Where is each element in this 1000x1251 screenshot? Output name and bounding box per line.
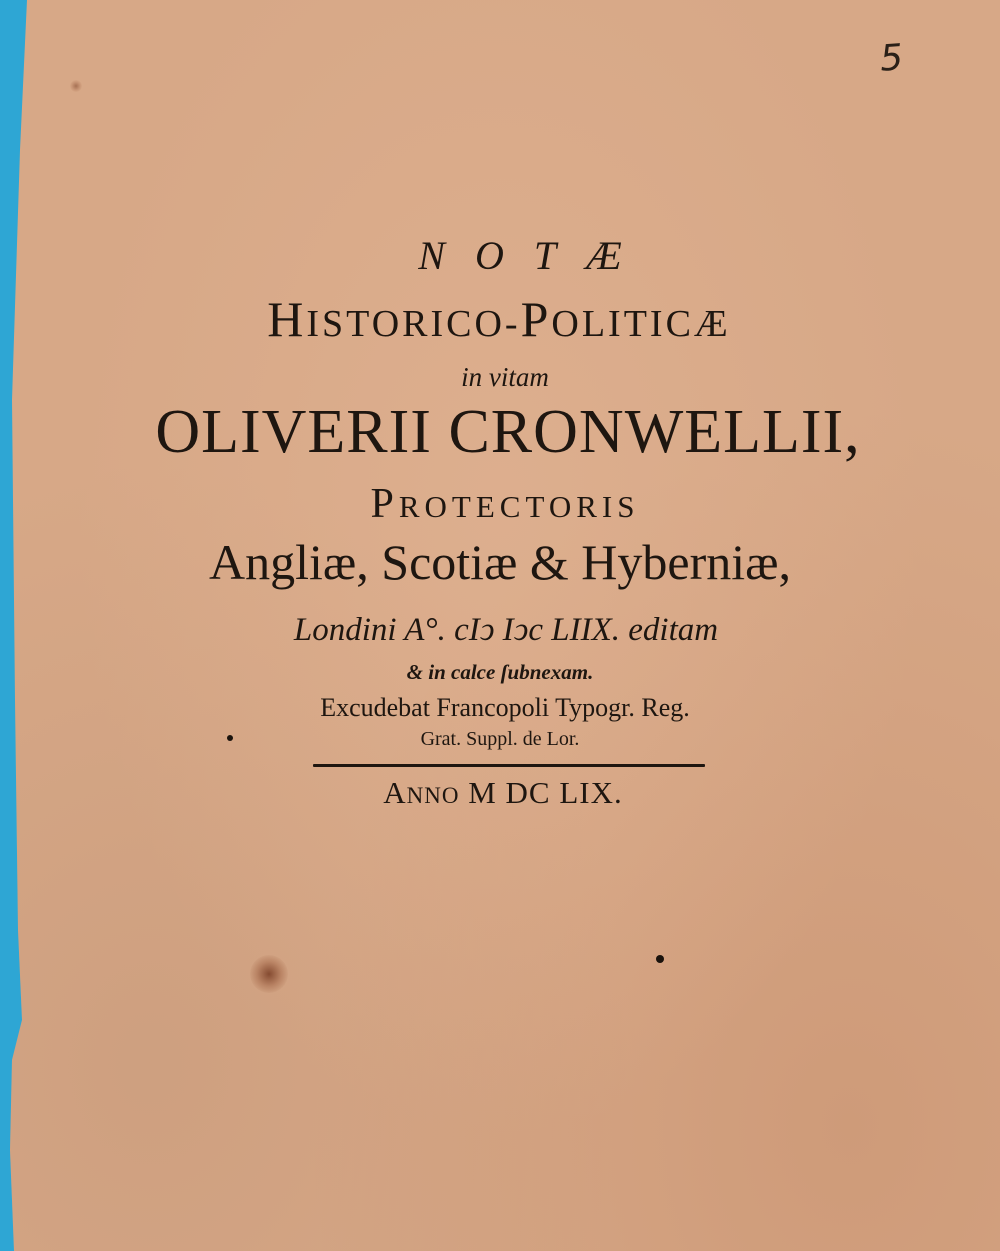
folio-number: 5 bbox=[878, 37, 905, 80]
imprint-privilege: Grat. Suppl. de Lor. bbox=[420, 728, 580, 750]
line-protectoris bbox=[5, 480, 1000, 528]
initial-cap: P bbox=[370, 481, 399, 527]
imprint-year bbox=[3, 775, 1000, 811]
year-numeral: M DC LIX. bbox=[459, 775, 623, 810]
small-caps: OLITICÆ bbox=[551, 303, 731, 345]
initial-cap: H bbox=[267, 291, 307, 347]
line-londini: Londini A°. cIↄ Iↄc LIIX. editam bbox=[293, 612, 719, 648]
paper-stain bbox=[70, 80, 82, 92]
heading-historico-politicae bbox=[0, 290, 999, 348]
small-caps: NNO bbox=[406, 783, 460, 808]
line-in-vitam: in vitam bbox=[461, 362, 549, 392]
line-in-calce: & in calce ſubnexam. bbox=[406, 660, 594, 684]
subject-name: OLIVERII CRONWELLII, bbox=[155, 398, 861, 466]
heading-notae: NOTÆ bbox=[418, 233, 652, 278]
small-caps: ROTECTORIS bbox=[398, 489, 640, 524]
line-realms: Angliæ, Scotiæ & Hyberniæ, bbox=[209, 534, 791, 590]
imprint-printer: Excudebat Francopoli Typogr. Reg. bbox=[320, 693, 690, 722]
ink-dot bbox=[656, 955, 664, 963]
divider-rule bbox=[313, 764, 705, 767]
paper-stain bbox=[250, 955, 288, 993]
initial-cap: A bbox=[383, 775, 407, 810]
small-caps: ISTORICO- bbox=[306, 303, 521, 345]
ink-dot bbox=[227, 735, 233, 741]
initial-cap: P bbox=[520, 291, 552, 347]
